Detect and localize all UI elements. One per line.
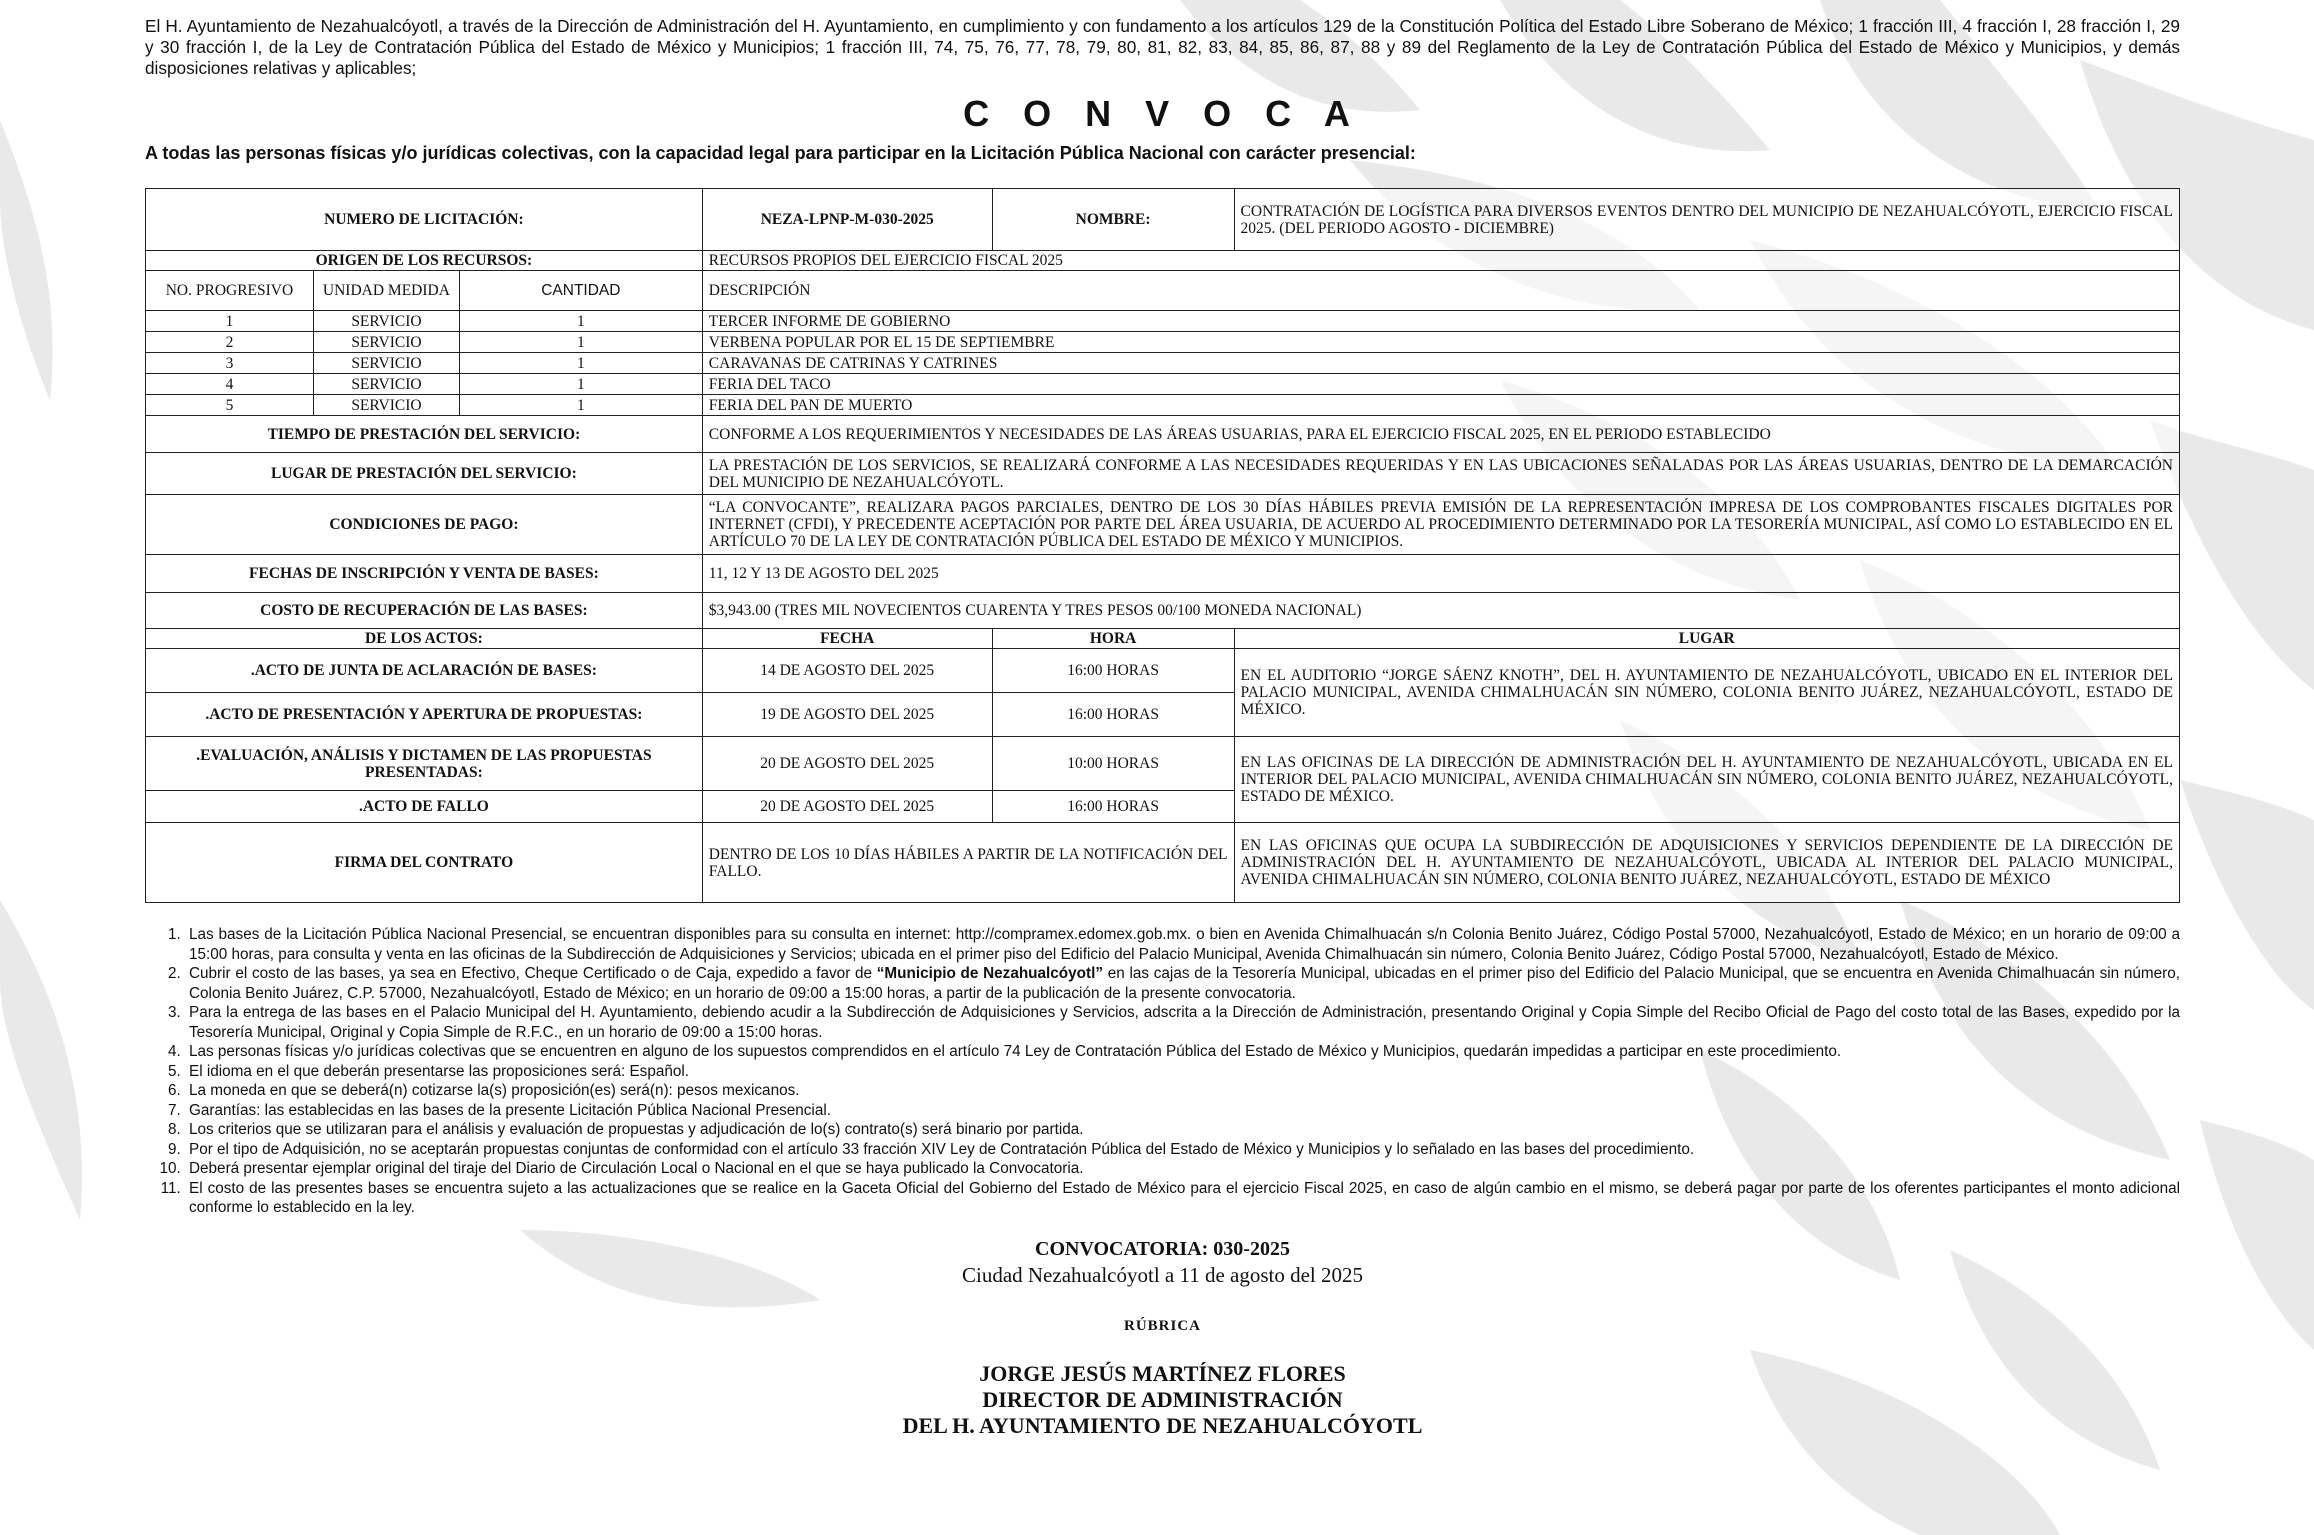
table-row bbox=[146, 311, 2180, 332]
notes-list bbox=[145, 925, 2180, 1218]
acto-fecha: 14 DE AGOSTO DEL 2025 bbox=[702, 649, 992, 693]
col-descripcion-header: DESCRIPCIÓN bbox=[702, 271, 2179, 311]
fechas-label: FECHAS DE INSCRIPCIÓN Y VENTA DE BASES: bbox=[146, 555, 703, 593]
item-no: 5 bbox=[146, 395, 314, 416]
item-descripcion: VERBENA POPULAR POR EL 15 DE SEPTIEMBRE bbox=[702, 332, 2179, 353]
nombre-value: CONTRATACIÓN DE LOGÍSTICA PARA DIVERSOS EVENTOS DENTRO DEL MUNICIPIO DE NEZAHUALCÓYOTL, EJERCICIO FISCAL 2025. (DEL PERIODO AGOSTO - DICIEMBRE) bbox=[1234, 189, 2179, 251]
actos-header: DE LOS ACTOS: bbox=[146, 629, 703, 649]
col-no-header: NO. PROGRESIVO bbox=[146, 271, 314, 311]
item-no: 1 bbox=[146, 311, 314, 332]
lugar-header: LUGAR bbox=[1234, 629, 2179, 649]
item-descripcion: FERIA DEL TACO bbox=[702, 374, 2179, 395]
lugar-oficinas: EN LAS OFICINAS DE LA DIRECCIÓN DE ADMINISTRACIÓN DEL H. AYUNTAMIENTO DE NEZAHUALCÓYOTL, UBICADA EN EL INTERIOR DEL PALACIO MUNICIPAL, AVENIDA CHIMALHUACÁN SIN NÚMERO, COLONIA BENITO JUÁREZ, NEZAHUALCÓYOTL, ESTADO DE MÉXICO. bbox=[1234, 737, 2179, 823]
item-cantidad: 1 bbox=[459, 311, 702, 332]
table-row bbox=[146, 353, 2180, 374]
row-actos-headers bbox=[146, 629, 2180, 649]
item-cantidad: 1 bbox=[459, 374, 702, 395]
row-numero bbox=[146, 189, 2180, 251]
note-item: 11. El costo de las presentes bases se encuentra sujeto a las actualizaciones que se realice en la Gaceta Oficial del Gobierno del Estado de México para el ejercicio Fiscal 2025, en caso de algún cambio en el mismo, se deberá pagar por parte de los oferentes participantes el monto adicional conforme lo establecido en la ley. bbox=[185, 1179, 2180, 1218]
tiempo-value: CONFORME A LOS REQUERIMIENTOS Y NECESIDADES DE LAS ÁREAS USUARIAS, PARA EL EJERCICIO FISCAL 2025, EN EL PERIODO ESTABLECIDO bbox=[702, 416, 2179, 453]
note-item: 1. Las bases de la Licitación Pública Nacional Presencial, se encuentran disponibles para su consulta en internet: http://compramex.edomex.gob.mx. o bien en Avenida Chimalhuacán s/n Colonia Benito Juárez, Código Postal 57000, Nezahualcóyotl, Estado de México; en un horario de 09:00 a 15:00 horas, para consulta y venta en las oficinas de la Subdirección de Adquisiciones y Servicios; ubicada en el primer piso del Edificio del Palacio Municipal, Avenida Chimalhuacán sin número, Colonia Benito Juárez, Código Postal 57000, Nezahualcóyotl, Estado de México. bbox=[185, 925, 2180, 964]
col-cantidad-header: CANTIDAD bbox=[459, 271, 702, 311]
fechas-value: 11, 12 Y 13 DE AGOSTO DEL 2025 bbox=[702, 555, 2179, 593]
item-cantidad: 1 bbox=[459, 395, 702, 416]
signer-title: DIRECTOR DE ADMINISTRACIÓN bbox=[982, 1386, 1343, 1412]
acto-fecha: 19 DE AGOSTO DEL 2025 bbox=[702, 693, 992, 737]
row-fechas bbox=[146, 555, 2180, 593]
row-firma bbox=[146, 823, 2180, 903]
acto-name: .ACTO DE JUNTA DE ACLARACIÓN DE BASES: bbox=[146, 649, 703, 693]
acto-fecha: 20 DE AGOSTO DEL 2025 bbox=[702, 737, 992, 791]
note-text: en las cajas de la Tesorería Municipal, ubicadas en el primer piso del Edificio del Palacio Municipal, que se encuentra en Avenida Chimalhuacán sin número, Colonia Benito Juárez, C.P. 57000, Nezahualcóyotl, Estado de México; en un horario de 09:00 a 15:00 horas, a partir de la publicación de la presente convocatoria. bbox=[189, 965, 2180, 1002]
table-row bbox=[146, 737, 2180, 791]
firma-fecha: DENTRO DE LOS 10 DÍAS HÁBILES A PARTIR DE LA NOTIFICACIÓN DEL FALLO. bbox=[702, 823, 1234, 903]
row-costo bbox=[146, 593, 2180, 629]
item-unidad: SERVICIO bbox=[313, 395, 459, 416]
note-item: 5. El idioma en el que deberán presentarse las proposiciones será: Español. bbox=[185, 1062, 2180, 1082]
note-item: 7. Garantías: las establecidas en las bases de la presente Licitación Pública Nacional Presencial. bbox=[185, 1101, 2180, 1121]
intro-paragraph: El H. Ayuntamiento de Nezahualcóyotl, a través de la Dirección de Administración del H. Ayuntamiento, en cumplimiento y con fundamento a los artículos 129 de la Constitución Política del Estado Libre Soberano de México; 1 fracción III, 4 fracción I, 28 fracción I, 29 y 30 fracción I, de la Ley de Contratación Pública del Estado de México y Municipios; 1 fracción III, 74, 75, 76, 77, 78, 79, 80, 81, 82, 83, 84, 85, 86, 87, 88 y 89 del Reglamento de la Ley de Contratación Pública del Estado de México y Municipios, y demás disposiciones relativas y aplicables; bbox=[145, 16, 2180, 78]
item-unidad: SERVICIO bbox=[313, 374, 459, 395]
condiciones-label: CONDICIONES DE PAGO: bbox=[146, 495, 703, 555]
acto-hora: 16:00 HORAS bbox=[992, 649, 1234, 693]
item-descripcion: FERIA DEL PAN DE MUERTO bbox=[702, 395, 2179, 416]
fecha-header: FECHA bbox=[702, 629, 992, 649]
numero-value: NEZA-LPNP-M-030-2025 bbox=[702, 189, 992, 251]
signature-block bbox=[145, 1238, 2180, 1439]
item-unidad: SERVICIO bbox=[313, 353, 459, 374]
item-no: 3 bbox=[146, 353, 314, 374]
licitacion-table bbox=[145, 188, 2180, 903]
note-item: 10. Deberá presentar ejemplar original del tiraje del Diario de Circulación Local o Nacional en el que se haya publicado la Convocatoria. bbox=[185, 1159, 2180, 1179]
row-condiciones bbox=[146, 495, 2180, 555]
nombre-label: NOMBRE: bbox=[992, 189, 1234, 251]
acto-name: .ACTO DE PRESENTACIÓN Y APERTURA DE PROPUESTAS: bbox=[146, 693, 703, 737]
convocatoria-number: CONVOCATORIA: 030-2025 bbox=[1035, 1237, 1290, 1260]
lugar-auditorio: EN EL AUDITORIO “JORGE SÁENZ KNOTH”, DEL H. AYUNTAMIENTO DE NEZAHUALCÓYOTL, UBICADO EN EL INTERIOR DEL PALACIO MUNICIPAL, AVENIDA CHIMALHUACÁN SIN NÚMERO, COLONIA BENITO JUÁREZ, NEZAHUALCÓYOTL, ESTADO DE MÉXICO. bbox=[1234, 649, 2179, 737]
item-no: 2 bbox=[146, 332, 314, 353]
item-no: 4 bbox=[146, 374, 314, 395]
acto-name: .ACTO DE FALLO bbox=[146, 791, 703, 823]
firma-label: FIRMA DEL CONTRATO bbox=[146, 823, 703, 903]
hora-header: HORA bbox=[992, 629, 1234, 649]
acto-fecha: 20 DE AGOSTO DEL 2025 bbox=[702, 791, 992, 823]
note-item bbox=[185, 964, 2180, 1003]
acto-name: .EVALUACIÓN, ANÁLISIS Y DICTAMEN DE LAS PROPUESTAS PRESENTADAS: bbox=[146, 737, 703, 791]
costo-label: COSTO DE RECUPERACIÓN DE LAS BASES: bbox=[146, 593, 703, 629]
table-row bbox=[146, 332, 2180, 353]
firma-lugar: EN LAS OFICINAS QUE OCUPA LA SUBDIRECCIÓN DE ADQUISICIONES Y SERVICIOS DEPENDIENTE DE LA DIRECCIÓN DE ADMINISTRACIÓN DEL H. AYUNTAMIENTO DE NEZAHUALCÓYOTL, UBICADA AL INTERIOR DEL PALACIO MUNICIPAL, AVENIDA CHIMALHUACÁN SIN NÚMERO, COLONIA BENITO JUÁREZ, NEZAHUALCÓYOTL, ESTADO DE MÉXICO bbox=[1234, 823, 2179, 903]
costo-value: $3,943.00 (TRES MIL NOVECIENTOS CUARENTA Y TRES PESOS 00/100 MONEDA NACIONAL) bbox=[702, 593, 2179, 629]
table-row bbox=[146, 395, 2180, 416]
item-descripcion: TERCER INFORME DE GOBIERNO bbox=[702, 311, 2179, 332]
item-unidad: SERVICIO bbox=[313, 332, 459, 353]
col-unidad-header: UNIDAD MEDIDA bbox=[313, 271, 459, 311]
row-tiempo bbox=[146, 416, 2180, 453]
signer-block bbox=[145, 1361, 2180, 1439]
origen-label: ORIGEN DE LOS RECURSOS: bbox=[146, 251, 703, 271]
lugar-label: LUGAR DE PRESTACIÓN DEL SERVICIO: bbox=[146, 453, 703, 495]
row-lugar bbox=[146, 453, 2180, 495]
item-cantidad: 1 bbox=[459, 332, 702, 353]
tiempo-label: TIEMPO DE PRESTACIÓN DEL SERVICIO: bbox=[146, 416, 703, 453]
acto-hora: 10:00 HORAS bbox=[992, 737, 1234, 791]
row-item-headers bbox=[146, 271, 2180, 311]
convocatoria-document bbox=[145, 16, 2180, 1439]
signer-title-2: DEL H. AYUNTAMIENTO DE NEZAHUALCÓYOTL bbox=[902, 1412, 1423, 1438]
lugar-value: LA PRESTACIÓN DE LOS SERVICIOS, SE REALIZARÁ CONFORME A LAS NECESIDADES REQUERIDAS Y EN LAS UBICACIONES SEÑALADAS POR LAS ÁREAS USUARIAS, DENTRO DE LA DEMARCACIÓN DEL MUNICIPIO DE NEZAHUALCÓYOTL. bbox=[702, 453, 2179, 495]
rubrica-label: RÚBRICA bbox=[1123, 1317, 1201, 1334]
acto-hora: 16:00 HORAS bbox=[992, 693, 1234, 737]
target-audience: A todas las personas físicas y/o jurídicas colectivas, con la capacidad legal para participar en la Licitación Pública Nacional con carácter presencial: bbox=[145, 143, 1416, 163]
note-item: 4. Las personas físicas y/o jurídicas colectivas que se encuentren en alguno de los supuestos comprendidos en el artículo 74 Ley de Contratación Pública del Estado de México y Municipios, quedarán impedidas a participar en este procedimiento. bbox=[185, 1042, 2180, 1062]
item-unidad: SERVICIO bbox=[313, 311, 459, 332]
note-item: 6. La moneda en que se deberá(n) cotizarse la(s) proposición(es) será(n): pesos mexicanos. bbox=[185, 1081, 2180, 1101]
numero-label: NUMERO DE LICITACIÓN: bbox=[146, 189, 703, 251]
signer-name: JORGE JESÚS MARTÍNEZ FLORES bbox=[979, 1360, 1346, 1386]
note-item: 3. Para la entrega de las bases en el Palacio Municipal del H. Ayuntamiento, debiendo acudir a la Subdirección de Adquisiciones y Servicios, adscrita a la Dirección de Administración, presentando Original y Copia Simple del Recibo Oficial de Pago del costo total de las Bases, expedido por la Tesorería Municipal, Original y Copia Simple de R.F.C., en un horario de 09:00 a 15:00 horas. bbox=[185, 1003, 2180, 1042]
condiciones-value: “LA CONVOCANTE”, REALIZARA PAGOS PARCIALES, DENTRO DE LOS 30 DÍAS HÁBILES PREVIA EMISIÓN DE LA REPRESENTACIÓN IMPRESA DE LOS COMPROBANTES FISCALES DIGITALES POR INTERNET (CFDI), Y PRECEDENTE ACEPTACIÓN POR PARTE DEL ÁREA USUARIA, DE ACUERDO AL PROCEDIMIENTO DETERMINADO POR LA TESORERÍA MUNICIPAL, ASÍ COMO LO ESTABLECIDO EN EL ARTÍCULO 70 DE LA LEY DE CONTRATACIÓN PÚBLICA DEL ESTADO DE MÉXICO Y MUNICIPIOS. bbox=[702, 495, 2179, 555]
note-item: 8. Los criterios que se utilizaran para el análisis y evaluación de propuestas y adjudicación de lo(s) contrato(s) será binario por partida. bbox=[185, 1120, 2180, 1140]
table-row bbox=[146, 374, 2180, 395]
origen-value: RECURSOS PROPIOS DEL EJERCICIO FISCAL 2025 bbox=[702, 251, 2179, 271]
item-cantidad: 1 bbox=[459, 353, 702, 374]
table-row bbox=[146, 649, 2180, 693]
acto-hora: 16:00 HORAS bbox=[992, 791, 1234, 823]
item-descripcion: CARAVANAS DE CATRINAS Y CATRINES bbox=[702, 353, 2179, 374]
note-bold: “Municipio de Nezahualcóyotl” bbox=[876, 965, 1103, 982]
row-origen bbox=[146, 251, 2180, 271]
convoca-heading: C O N V O C A bbox=[963, 93, 1362, 134]
note-text: Cubrir el costo de las bases, ya sea en Efectivo, Cheque Certificado o de Caja, expedido a favor de bbox=[189, 965, 877, 982]
note-item: 9. Por el tipo de Adquisición, no se aceptarán propuestas conjuntas de conformidad con el artículo 33 fracción XIV Ley de Contratación Pública del Estado de México y Municipios y lo señalado en las bases del procedimiento. bbox=[185, 1140, 2180, 1160]
city-date: Ciudad Nezahualcóyotl a 11 de agosto del 2025 bbox=[961, 1262, 1364, 1287]
